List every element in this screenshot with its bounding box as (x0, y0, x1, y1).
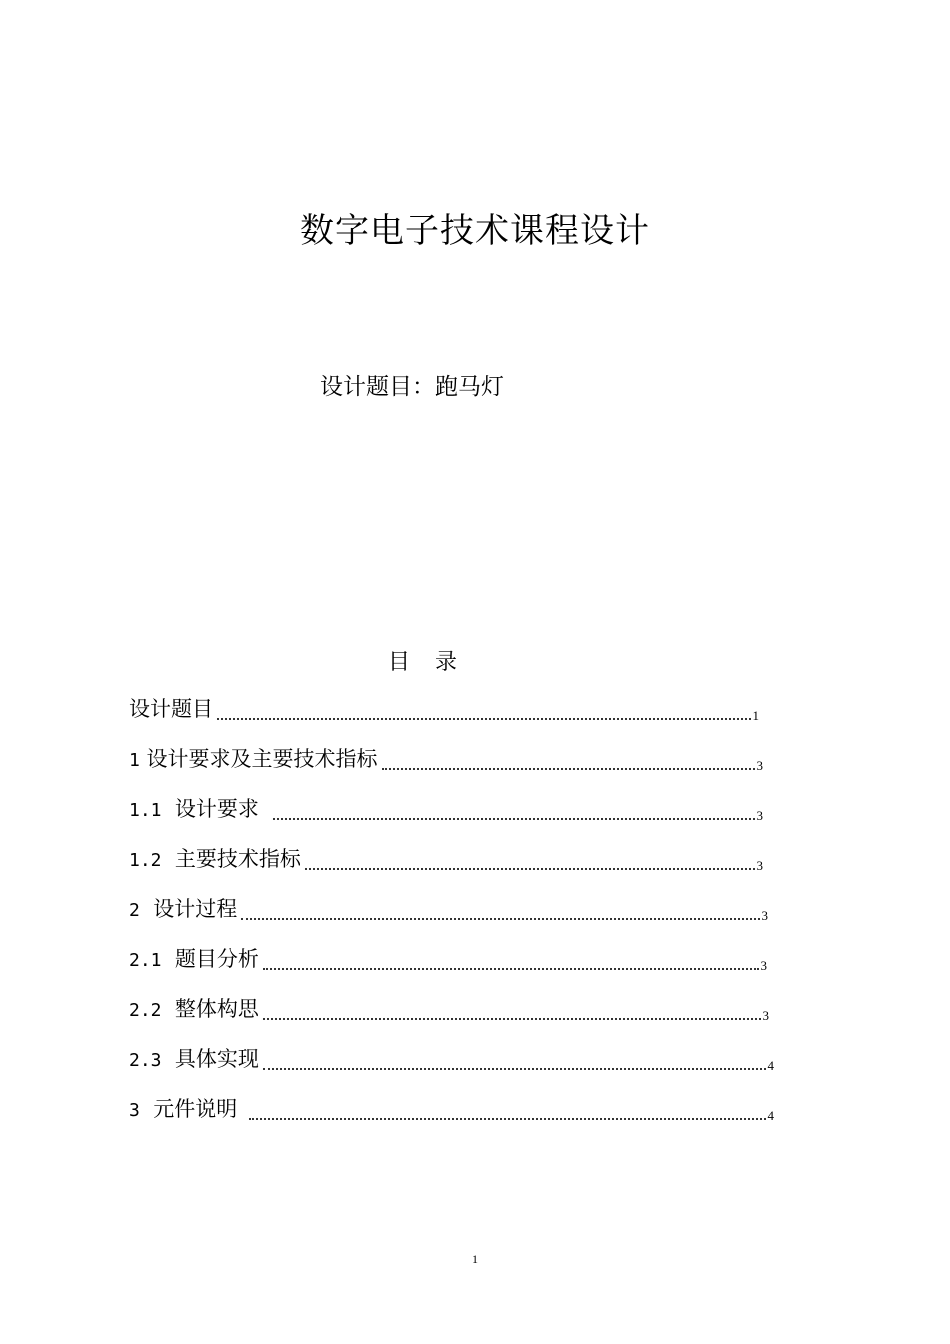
toc-entry-label (129, 794, 259, 826)
toc-heading: 目 录 (388, 650, 466, 675)
toc-entry-number: 2 (129, 900, 140, 921)
toc-entry-page: 3 (761, 908, 768, 923)
toc-entry[interactable] (129, 792, 763, 826)
design-topic-label: 设计题目： (320, 374, 435, 400)
toc-entry[interactable] (129, 1042, 774, 1076)
toc-entry-label (129, 894, 237, 926)
toc-dot-leader (263, 1016, 761, 1020)
toc-dot-leader (263, 966, 759, 970)
toc-entry[interactable] (129, 992, 769, 1026)
toc-entry-number: 2.1 (129, 950, 162, 971)
toc-dot-leader (263, 1066, 766, 1070)
design-topic (320, 368, 504, 401)
toc-dot-leader (241, 916, 759, 920)
toc-entry-number: 2.2 (129, 1000, 162, 1021)
toc-entry-number: 3 (129, 1100, 140, 1121)
toc-entry[interactable] (129, 742, 763, 776)
toc-entry[interactable] (129, 1092, 774, 1126)
toc-entry-label (129, 1044, 259, 1076)
toc-entry[interactable] (129, 942, 767, 976)
toc-entry-page: 1 (752, 708, 759, 723)
toc-entry[interactable] (129, 692, 759, 726)
toc-entry-number: 1.2 (129, 850, 162, 871)
toc-entry-title: 题目分析 (174, 947, 259, 971)
toc-entry-title: 设计题目 (129, 697, 213, 721)
toc-entry-number: 1.1 (129, 800, 162, 821)
toc-entry-label (129, 1094, 237, 1126)
toc-entry-page: 3 (756, 858, 763, 873)
toc-entry-title: 整体构思 (174, 997, 259, 1021)
toc-entry-page: 3 (762, 1008, 769, 1023)
toc-entry-page: 4 (767, 1108, 774, 1123)
toc-entry-number: 1 (129, 750, 140, 771)
toc-entry-title: 设计过程 (153, 897, 238, 921)
toc-entry-label (129, 694, 213, 726)
footer-page-number: 1 (472, 1252, 478, 1266)
toc-dot-leader (273, 816, 755, 820)
toc-entry-page: 4 (767, 1058, 774, 1073)
toc-entry-page: 3 (756, 758, 763, 773)
toc-entry-title: 主要技术指标 (174, 847, 301, 871)
toc-dot-leader (305, 866, 755, 870)
design-topic-value: 跑马灯 (435, 374, 504, 400)
toc-dot-leader (382, 766, 755, 770)
toc-entry-label (129, 944, 259, 976)
toc-entry-title: 设计要求及主要技术指标 (146, 747, 378, 771)
toc-entry-label (129, 844, 301, 876)
toc-entry-title: 具体实现 (174, 1047, 259, 1071)
toc-entry-label (129, 994, 259, 1026)
toc-entry-title: 元件说明 (153, 1097, 238, 1121)
toc-entry-page: 3 (760, 958, 767, 973)
toc-entry-label (129, 744, 378, 776)
toc-entry[interactable] (129, 892, 768, 926)
toc-dot-leader (217, 716, 751, 720)
toc-entry-title: 设计要求 (174, 797, 259, 821)
toc-entry-page: 3 (756, 808, 763, 823)
page-title: 数字电子技术课程设计 (300, 211, 650, 251)
toc-entry[interactable] (129, 842, 763, 876)
toc-dot-leader (249, 1116, 765, 1120)
toc-entry-number: 2.3 (129, 1050, 162, 1071)
